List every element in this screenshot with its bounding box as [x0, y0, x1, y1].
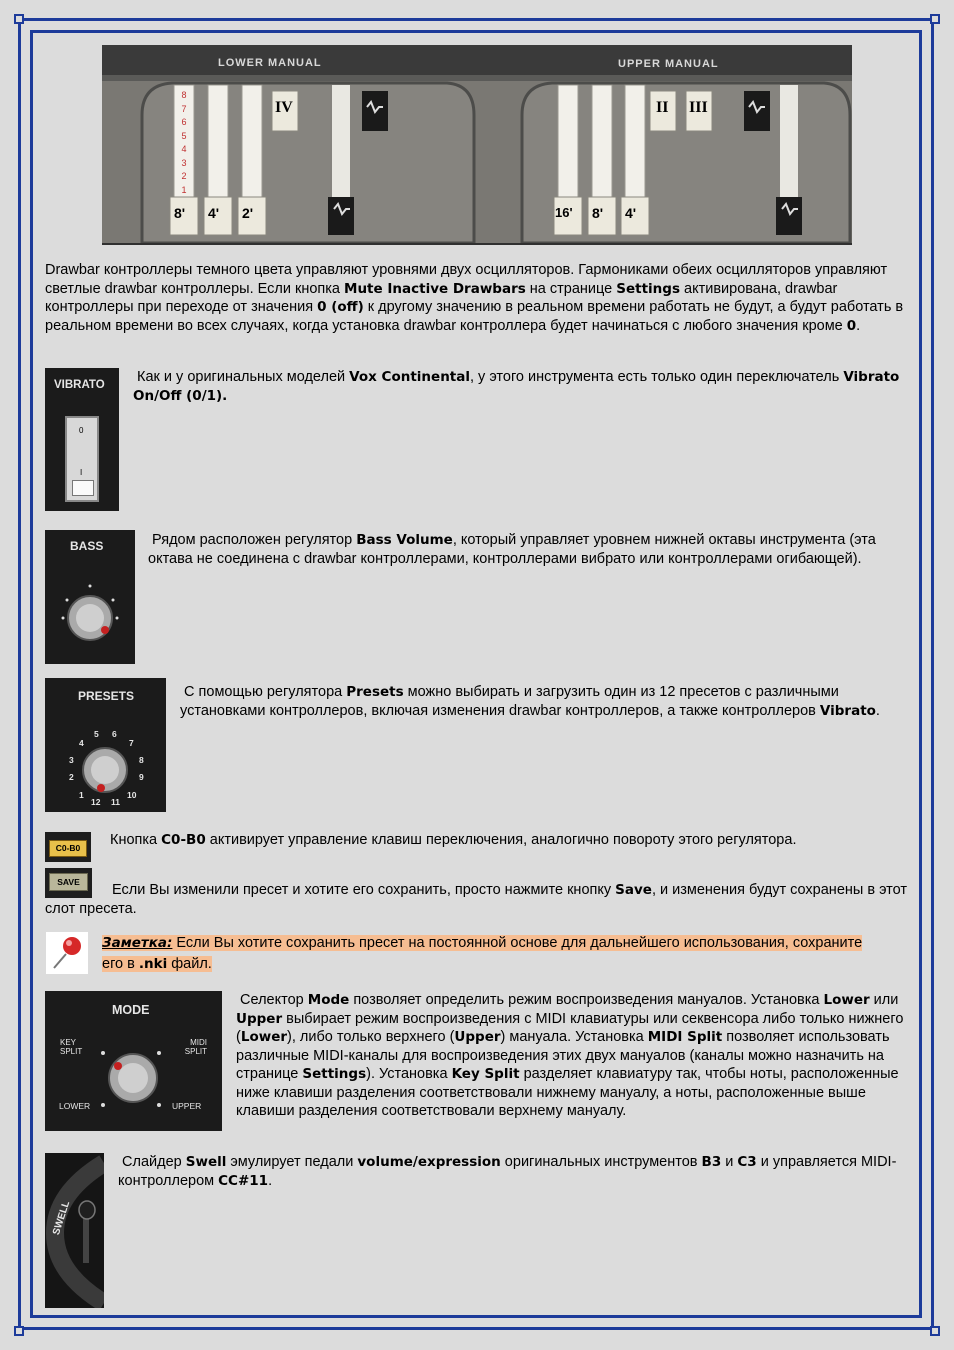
text: эмулирует педали [226, 1154, 358, 1170]
text-bold: Key Split [451, 1066, 520, 1082]
dial-number: 2 [69, 772, 74, 782]
text: Слайдер [122, 1154, 186, 1170]
note-label: Заметка: [102, 935, 173, 951]
bass-panel-label: BASS [70, 539, 104, 553]
text: на странице [525, 280, 617, 297]
switch-iv: IV [275, 99, 293, 116]
presets-paragraph [180, 683, 912, 720]
drawbar-number: 7 [181, 103, 187, 114]
footage-upper-8: 8' [592, 205, 604, 221]
text: , у этого инструмента есть только один переключатель [470, 369, 844, 385]
text: Если Вы хотите сохранить пресет на постоянной основе для дальнейшего использования, сохраните его в [102, 935, 863, 972]
text-bold: .nki [138, 956, 168, 972]
save-paragraph [45, 881, 915, 918]
lower-manual-label: LOWER MANUAL [218, 57, 322, 69]
text-bold: Lower [240, 1029, 288, 1045]
text: Рядом расположен регулятор [152, 532, 357, 548]
c0-b0-button-image [45, 832, 91, 862]
swell-panel-label: SWELL [51, 1199, 73, 1237]
text: . [875, 702, 880, 719]
presets-knob [45, 678, 166, 812]
text-bold: Vibrato [819, 702, 876, 719]
border-corner [14, 14, 24, 24]
text-bold: Vibrato On/Off (0/1). [133, 369, 900, 404]
text: или [869, 992, 899, 1008]
c0-b0-button: C0-B0 [49, 840, 87, 857]
footage-lower-8: 8' [174, 205, 186, 221]
text: Кнопка [110, 832, 162, 848]
text: файл. [167, 956, 212, 972]
vibrato-paragraph [133, 368, 913, 405]
vibrato-switch-bottom: I [80, 468, 83, 477]
text: Как и у оригинальных моделей [137, 369, 350, 385]
border-corner [14, 1326, 24, 1336]
dial-number: 1 [79, 790, 84, 800]
text-bold: volume/expression [357, 1154, 501, 1170]
text: Drawbar контроллеры темного цвета управляют уровнями двух осцилляторов. Гармониками обеих осцилляторов управляют светлые drawbar контроллеры. Если кнопка [45, 262, 888, 297]
text: . [268, 1172, 273, 1189]
text: позволяет использовать различные MIDI-каналы для воспроизведения этих двух мануалов (каналы можно назначить на странице [236, 1029, 890, 1082]
text: . [856, 317, 861, 334]
vibrato-switch-lever [72, 480, 94, 496]
footage-upper-16: 16' [555, 205, 573, 220]
text-bold: Settings [616, 280, 680, 297]
drawbar-scale-lower-1 [174, 89, 194, 197]
pushpin-icon [46, 932, 88, 974]
switch-iii: III [689, 99, 708, 116]
intro-paragraph [45, 261, 915, 335]
dial-number: 4 [79, 738, 84, 748]
mode-key-split: KEY SPLIT [60, 1038, 83, 1056]
dial-number: 8 [139, 755, 144, 765]
switch-ii: II [656, 99, 669, 116]
vibrato-panel-image [45, 368, 119, 511]
bass-panel-image [45, 530, 135, 664]
text: С помощью регулятора [184, 684, 347, 700]
dial-number: 5 [94, 729, 99, 739]
text: разделяет клавиатуру так, чтобы ноты, расположенные ниже клавиши разделения соответствовали нижнему мануалу, а ноты, расположенные выше клавиши разделения соответствовали верхнему мануалу. [236, 1066, 899, 1119]
text-bold: Lower [823, 992, 870, 1008]
mode-knob [45, 991, 222, 1131]
bass-paragraph [148, 531, 908, 568]
drawbar-number: 2 [181, 171, 187, 181]
drawbar-panel-image [102, 45, 852, 245]
text: ). Установка [366, 1066, 452, 1082]
drawbar-number: 5 [181, 130, 187, 141]
text-bold: Mute Inactive Drawbars [344, 280, 526, 297]
text: и [721, 1154, 738, 1170]
upper-manual-label: UPPER MANUAL [618, 58, 719, 70]
text-bold: C3 [737, 1154, 757, 1170]
note-paragraph [102, 933, 872, 975]
bass-knob [45, 530, 135, 664]
footage-lower-2: 2' [242, 205, 254, 221]
footage-upper-4: 4' [625, 205, 637, 221]
drawbar-number: 4 [181, 144, 187, 154]
c0-b0-paragraph [110, 831, 910, 850]
presets-panel-image [45, 678, 166, 812]
text-bold: Settings [302, 1066, 367, 1082]
text: можно выбирать и загрузить один из 12 пресетов с различными установками контроллеров, включая изменения drawbar контроллеров, а также контроллеров [180, 684, 839, 719]
dial-number: 3 [69, 755, 74, 765]
text-bold: 0 [846, 317, 857, 334]
dial-number: 10 [127, 790, 137, 800]
text: выбирает режим воспроизведения с MIDI клавиатуры или секвенсора либо только нижнего ( [236, 1010, 904, 1045]
mode-paragraph [236, 991, 911, 1121]
drawbar-number: 3 [181, 157, 187, 168]
dial-number: 6 [112, 729, 117, 739]
text-bold: B3 [701, 1154, 722, 1170]
swell-panel-image [45, 1153, 104, 1308]
mode-lower: LOWER [59, 1101, 91, 1111]
dial-number: 7 [129, 738, 134, 748]
vibrato-switch [65, 416, 99, 502]
dial-number: 9 [139, 772, 144, 782]
presets-panel-label: PRESETS [78, 689, 135, 703]
text: оригинальных инструментов [500, 1154, 702, 1170]
text: к другому значению в реальном времени работать не будут, а будут работать в реальном времени во всех случаях, когда установка drawbar контроллера будет начинаться с любого значения кроме [45, 299, 904, 334]
text: ), либо только верхнего ( [287, 1029, 455, 1045]
mode-midi-split: MIDI SPLIT [184, 1038, 207, 1056]
text: Если Вы изменили пресет и хотите его сохранить, просто нажмите кнопку [112, 882, 616, 898]
mode-panel-image [45, 991, 222, 1131]
text-bold: Upper [236, 1010, 283, 1027]
drawbar-number: 6 [181, 117, 187, 127]
mode-upper: UPPER [172, 1101, 202, 1111]
dial-number: 11 [111, 797, 120, 807]
footage-lower-4: 4' [208, 205, 220, 221]
save-button: SAVE [49, 873, 88, 891]
text: и управляется MIDI-контроллером [118, 1154, 897, 1189]
mode-panel-label: MODE [112, 1003, 150, 1017]
text: , который управляет уровнем нижней октавы инструмента (эта октава не соединена с drawbar контроллерами, контроллерами вибрато или контроллерами огибающей). [148, 532, 876, 567]
text-bold: MIDI Split [647, 1029, 723, 1045]
text-bold: Vox Continental [349, 369, 470, 385]
text-bold: Save [615, 882, 652, 898]
text: ) мануала. Установка [500, 1029, 648, 1045]
drawbar-number: 8 [181, 90, 187, 100]
text: позволяет определить режим воспроизведения мануалов. Установка [349, 992, 824, 1008]
border-corner [930, 1326, 940, 1336]
swell-paragraph [118, 1153, 913, 1190]
drawbar-number: 1 [181, 184, 187, 195]
text-bold: Upper [454, 1029, 501, 1045]
vibrato-panel-label: VIBRATO [54, 379, 105, 391]
border-corner [930, 14, 940, 24]
vibrato-switch-top: 0 [79, 426, 84, 435]
text-bold: 0 (off) [317, 299, 364, 315]
dial-number: 12 [91, 797, 101, 807]
text: активирована, drawbar контроллеры при переходе от значения [45, 280, 838, 315]
text: Селектор [240, 992, 308, 1008]
text-bold: Mode [307, 992, 350, 1008]
text: , и изменения будут сохранены в этот слот пресета. [45, 882, 908, 917]
text-bold: CC#11 [218, 1172, 269, 1189]
text-bold: Swell [185, 1154, 227, 1170]
text: активирует управление клавиш переключения, аналогично повороту этого регулятора. [205, 832, 797, 848]
text-bold: Bass Volume [356, 532, 453, 548]
text-bold: Presets [346, 684, 404, 700]
text-bold: C0-B0 [161, 832, 206, 848]
